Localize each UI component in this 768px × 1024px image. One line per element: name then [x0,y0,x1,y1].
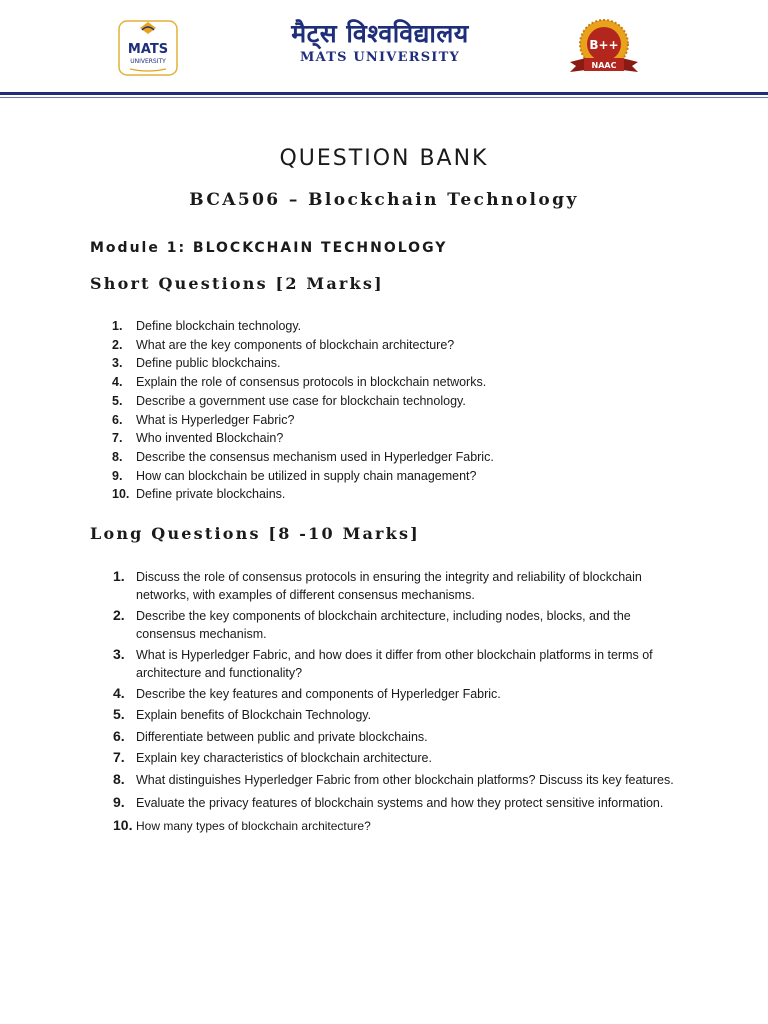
list-item [108,685,688,703]
question-text: Describe the key features and components of Hyperledger Fabric. [136,687,501,701]
list-item [108,728,688,746]
question-text: Describe the key components of blockchain architecture, including nodes, blocks, and the consensus mechanism. [136,609,631,641]
list-item [108,706,688,724]
badge-grade: B++ [589,38,619,52]
question-text: What distinguishes Hyperledger Fabric from other blockchain platforms? Discuss its key features. [136,773,674,787]
item-number: 4. [112,375,123,390]
list-item [108,568,688,604]
list-item [108,485,688,504]
question-text: What are the key components of blockchain architecture? [136,337,455,352]
list-item [108,448,688,467]
question-text: Describe a government use case for blockchain technology. [136,393,466,408]
question-text: Explain the role of consensus protocols in blockchain networks. [136,375,487,390]
item-number: 8. [113,771,125,787]
short-questions-list [108,317,688,504]
question-text: Discuss the role of consensus protocols in ensuring the integrity and reliability of blockchain networks, with examples of different consensus mechanisms. [136,570,642,602]
header-divider [0,92,768,95]
item-number: 9. [112,468,123,483]
long-questions-list [108,568,688,835]
item-number: 5. [112,393,123,408]
list-item [108,336,688,355]
list-item [108,467,688,486]
module-title: Module 1: BLOCKCHAIN TECHNOLOGY [90,240,448,256]
list-item [108,392,688,411]
list-item [108,354,688,373]
list-item [108,317,688,336]
item-number: 5. [113,706,125,722]
item-number: 7. [112,431,123,446]
item-number: 10. [113,817,133,833]
item-number: 10. [112,487,130,502]
item-number: 8. [112,449,123,464]
question-text: Define private blockchains. [136,487,286,502]
header-divider-thin [0,97,768,98]
list-item [108,646,688,682]
course-title: BCA506 – Blockchain Technology [189,190,579,210]
item-number: 2. [113,607,125,623]
item-number: 3. [113,646,125,662]
question-text: What is Hyperledger Fabric, and how does it differ from other blockchain platforms in terms of architecture and functionality? [136,648,653,680]
logo-subtext: UNIVERSITY [130,58,166,65]
question-text: Explain benefits of Blockchain Technology. [136,708,372,722]
question-text: How can blockchain be utilized in supply chain management? [136,468,477,483]
list-item [108,749,688,767]
question-text: Differentiate between public and private blockchains. [136,730,428,744]
item-number: 1. [113,568,125,584]
question-text: Define public blockchains. [136,356,281,371]
mats-logo [118,20,178,76]
list-item [108,607,688,643]
long-questions-heading: Long Questions [8 -10 Marks] [90,524,420,543]
question-text: Define blockchain technology. [136,319,302,333]
university-title [250,18,510,65]
item-number: 2. [112,337,123,352]
item-number: 6. [112,412,123,427]
short-questions-heading: Short Questions [2 Marks] [90,274,384,293]
letterhead [0,0,768,100]
question-text: Evaluate the privacy features of blockchain systems and how they protect sensitive information. [136,796,664,810]
list-item [108,817,688,835]
badge-label: NAAC [591,61,617,70]
list-item [108,770,688,790]
item-number: 1. [112,319,123,333]
naac-badge [566,18,642,80]
question-text: Explain key characteristics of blockchain architecture. [136,751,432,765]
document-title: QUESTION BANK [279,146,489,171]
question-text: Describe the consensus mechanism used in Hyperledger Fabric. [136,449,494,464]
logo-text: MATS [127,42,169,57]
university-name-hindi: मैट्स विश्वविद्यालय [291,19,469,48]
item-number: 9. [113,794,125,810]
item-number: 6. [113,728,125,744]
university-name-english: MATS UNIVERSITY [300,50,460,65]
list-item [108,373,688,392]
list-item [108,429,688,448]
item-number: 7. [113,749,125,765]
question-text: What is Hyperledger Fabric? [136,412,295,427]
item-number: 4. [113,685,125,701]
item-number: 3. [112,356,123,371]
question-text: How many types of blockchain architecture? [136,819,371,833]
list-item [108,411,688,430]
question-text: Who invented Blockchain? [136,431,284,446]
list-item [108,794,688,813]
